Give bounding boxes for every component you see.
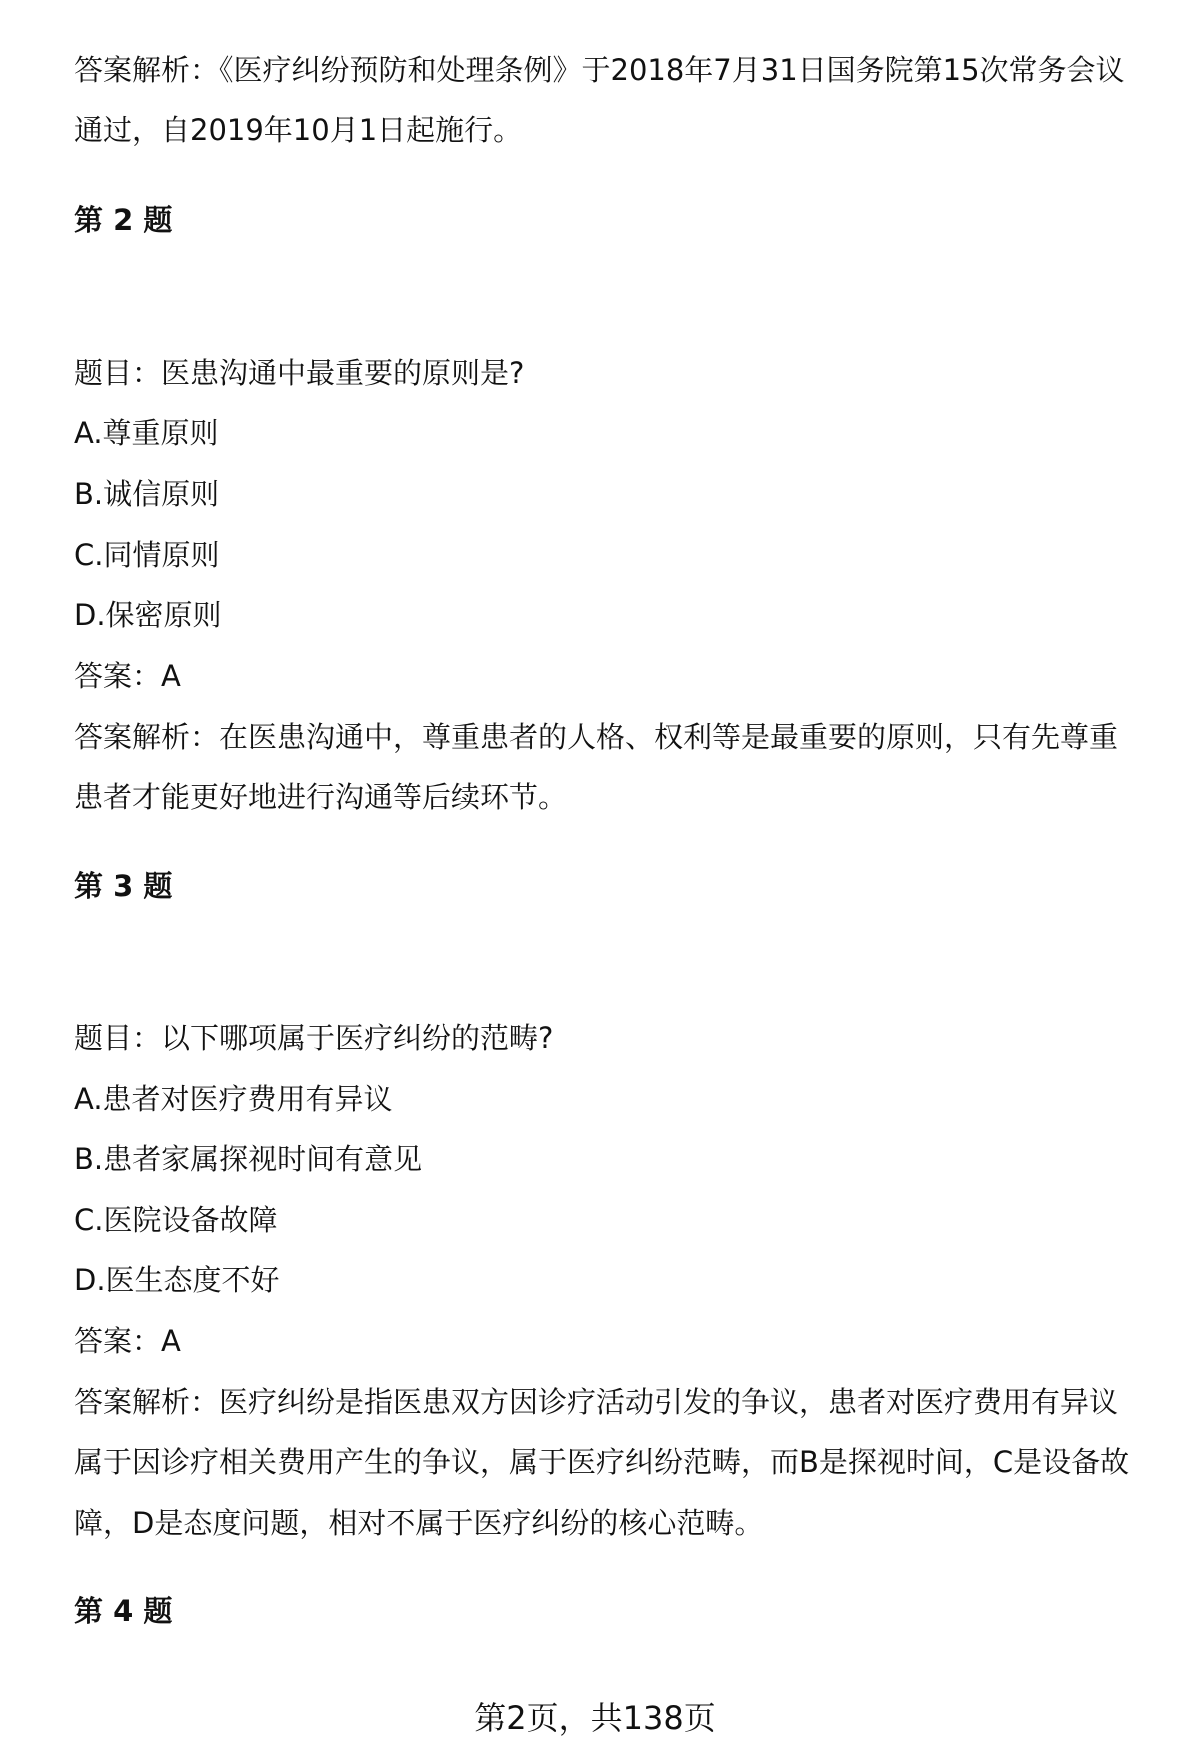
q2-explanation-line-2: 患者才能更好地进行沟通等后续环节。	[74, 780, 568, 814]
q3-option-a: A.患者对医疗费用有异议	[74, 1082, 393, 1116]
q3-explanation-line-1: 答案解析：医疗纠纷是指医患双方因诊疗活动引发的争议，患者对医疗费用有异议	[74, 1385, 1119, 1419]
q2-option-c: C.同情原则	[74, 538, 220, 572]
page-number-footer: 第2页，共138页	[474, 1699, 716, 1737]
q3-question: 题目：以下哪项属于医疗纠纷的范畴?	[74, 1021, 554, 1055]
q3-explanation-line-3: 障，D是态度问题，相对不属于医疗纠纷的核心范畴。	[74, 1506, 764, 1540]
q2-answer: 答案：A	[74, 659, 181, 693]
question-heading-3: 第 3 题	[74, 869, 173, 903]
q1-explanation-line-1: 答案解析：《医疗纠纷预防和处理条例》于2018年7月31日国务院第15次常务会议	[74, 53, 1125, 87]
q1-explanation-line-2: 通过，自2019年10月1日起施行。	[74, 113, 523, 147]
q3-answer: 答案：A	[74, 1324, 181, 1358]
q2-option-a: A.尊重原则	[74, 416, 219, 450]
q2-question: 题目：医患沟通中最重要的原则是?	[74, 356, 525, 390]
q3-option-c: C.医院设备故障	[74, 1203, 278, 1237]
q2-option-d: D.保密原则	[74, 598, 222, 632]
question-heading-2: 第 2 题	[74, 203, 173, 237]
q3-explanation-line-2: 属于因诊疗相关费用产生的争议，属于医疗纠纷范畴，而B是探视时间，C是设备故	[74, 1445, 1130, 1479]
q2-option-b: B.诚信原则	[74, 477, 220, 511]
q3-option-b: B.患者家属探视时间有意见	[74, 1142, 423, 1176]
q3-option-d: D.医生态度不好	[74, 1263, 280, 1297]
question-heading-4: 第 4 题	[74, 1594, 173, 1628]
q2-explanation-line-1: 答案解析：在医患沟通中，尊重患者的人格、权利等是最重要的原则，只有先尊重	[74, 720, 1119, 754]
